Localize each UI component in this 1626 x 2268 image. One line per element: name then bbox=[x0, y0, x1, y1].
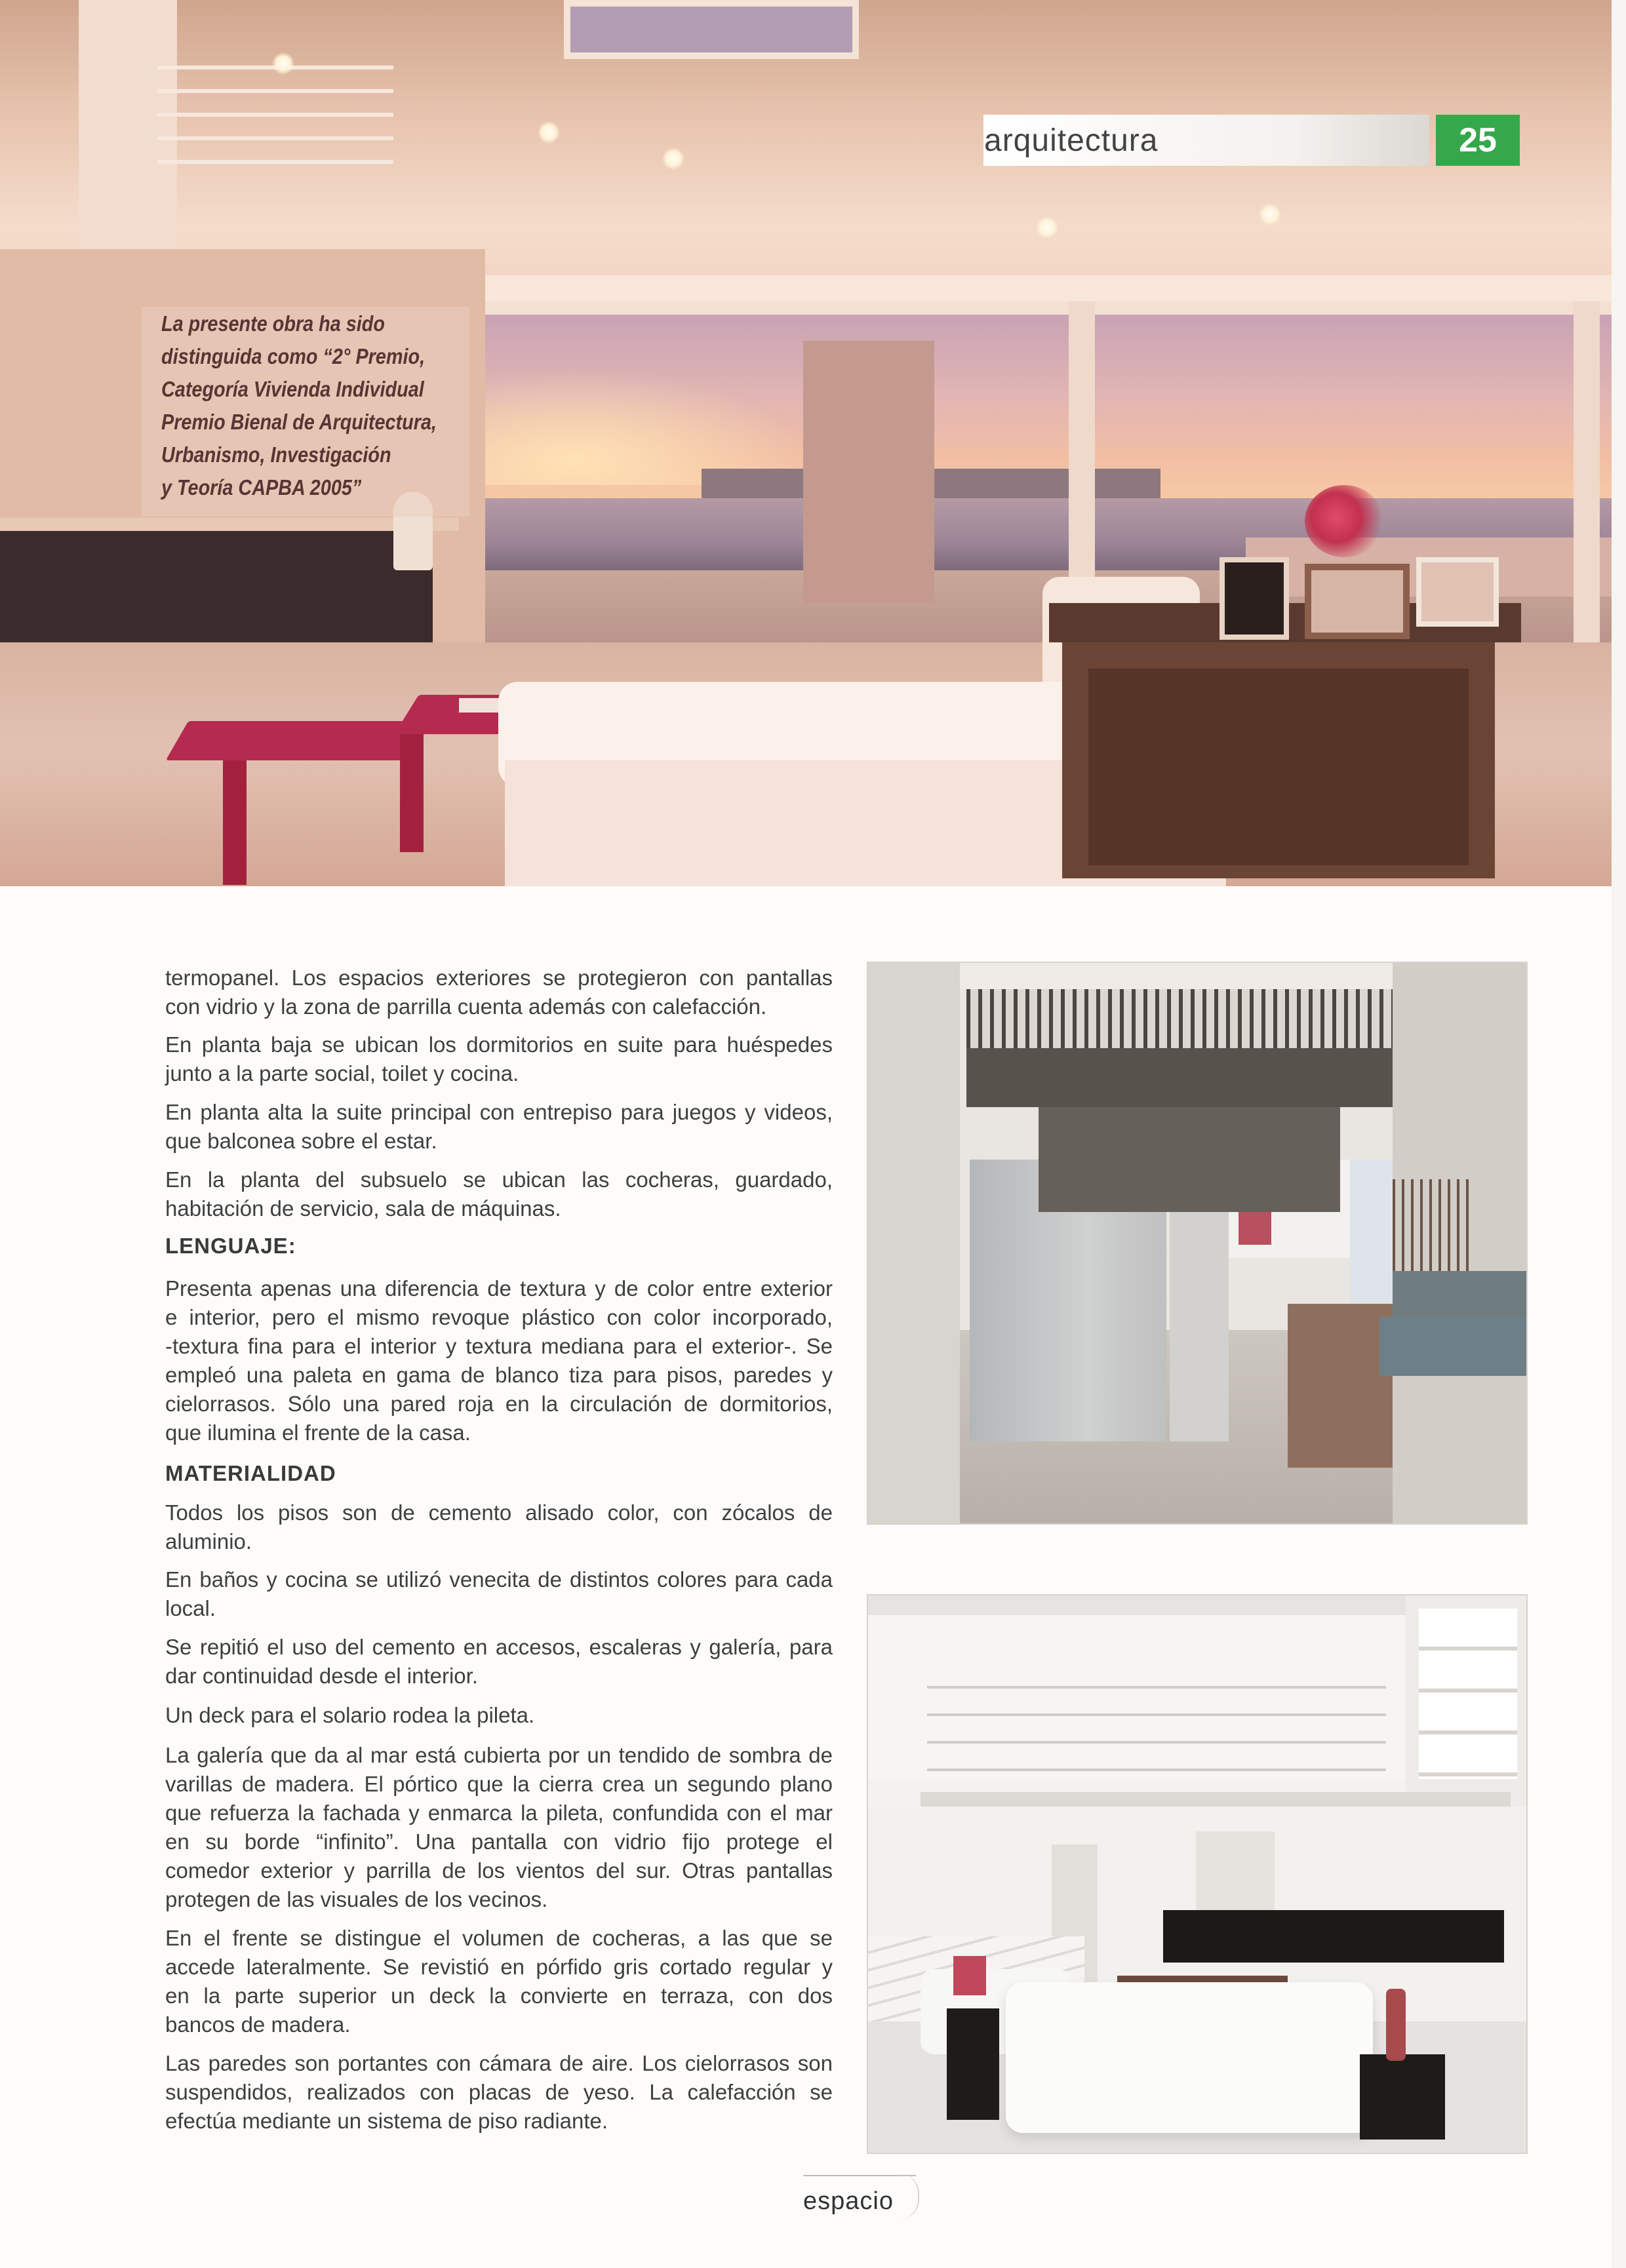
gallery-photo bbox=[867, 962, 1528, 1525]
console-inner bbox=[1088, 669, 1469, 865]
text-line: En el frente se distingue el volumen de cocheras, a las que se bbox=[165, 1926, 833, 1950]
gallery-beam bbox=[934, 963, 1458, 989]
text-line: que refuerza la fachada y enmarca la pileta, confundida con el mar bbox=[165, 1801, 833, 1825]
text-line: Presenta apenas una diferencia de textura y de color entre exterior bbox=[165, 1276, 833, 1300]
sunset-glow bbox=[472, 367, 813, 485]
fireplace-shelf bbox=[0, 518, 459, 531]
text-line: La galería que da al mar está cubierta por un tendido de sombra de bbox=[165, 1743, 833, 1767]
text-line: comedor exterior y parrilla de los vientos del sur. Otras pantallas bbox=[165, 1858, 833, 1883]
text-line: bancos de madera. bbox=[165, 2012, 351, 2037]
text-line: En planta baja se ubican los dormitorios en suite para huéspedes bbox=[165, 1032, 833, 1057]
text-line: que balconea sobre el estar. bbox=[165, 1129, 437, 1153]
text-line: En planta alta la suite principal con entrepiso para juegos y videos, bbox=[165, 1100, 833, 1124]
caption-line: distinguida como “2° Premio, bbox=[161, 345, 426, 369]
gallery-pool bbox=[1379, 1317, 1526, 1376]
text-line: local. bbox=[165, 1596, 216, 1620]
decor-figure bbox=[1386, 1989, 1406, 2061]
text-line: termopanel. Los espacios exteriores se protegieron con pantallas bbox=[165, 966, 833, 990]
red-pillow bbox=[953, 1956, 986, 1995]
text-line: aluminio. bbox=[165, 1529, 252, 1554]
text-line: En baños y cocina se utilizó venecita de distintos colores para cada bbox=[165, 1567, 833, 1592]
caption-line: Categoría Vivienda Individual bbox=[161, 378, 424, 402]
caption-line: Urbanismo, Investigación bbox=[161, 443, 391, 467]
side-table bbox=[1360, 2054, 1445, 2140]
gallery-roof bbox=[966, 1048, 1412, 1107]
text-line: En la planta del subsuelo se ubican las cocheras, guardado, bbox=[165, 1167, 833, 1192]
text-line: varillas de madera. El pórtico que la cierra crea un segundo plano bbox=[165, 1772, 833, 1796]
photo-frame bbox=[1416, 557, 1499, 627]
section-heading-lenguaje: LENGUAJE: bbox=[165, 1234, 296, 1258]
ceiling-edge bbox=[367, 275, 1612, 302]
pillar bbox=[803, 341, 934, 603]
ceiling-light bbox=[538, 121, 560, 144]
text-line: e interior, pero el mismo revoque plástico con color incorporado, bbox=[165, 1305, 833, 1329]
photo-frame bbox=[1305, 564, 1410, 639]
window-mullion bbox=[1574, 302, 1600, 642]
caption-line: y Teoría CAPBA 2005” bbox=[161, 476, 362, 500]
table-leg bbox=[223, 760, 247, 885]
text-line: accede lateralmente. Se revistió en pórfido gris cortado regular y bbox=[165, 1955, 833, 1979]
text-line: que ilumina el frente de la casa. bbox=[165, 1420, 471, 1445]
ceiling-light bbox=[1259, 203, 1281, 225]
shelves bbox=[1419, 1609, 1517, 1779]
text-line: en su borde “infinito”. Una pantalla con vidrio fijo protege el bbox=[165, 1829, 833, 1854]
gallery-sea bbox=[1393, 1271, 1526, 1317]
section-heading-materialidad: MATERIALIDAD bbox=[165, 1461, 336, 1485]
text-line: suspendidos, realizados con placas de yeso. La calefacción se bbox=[165, 2080, 833, 2104]
ceiling-light bbox=[272, 52, 294, 75]
gallery-left-wall bbox=[868, 963, 960, 1523]
caption-line: Premio Bienal de Arquitectura, bbox=[161, 410, 437, 435]
gallery-fence bbox=[1393, 1179, 1471, 1271]
text-line: efectúa mediante un sistema de piso radiante. bbox=[165, 2109, 608, 2133]
text-line: Un deck para el solario rodea la pileta. bbox=[165, 1703, 535, 1727]
text-line: cielorrasos. Sólo una pared roja en la circulación de dormitorios, bbox=[165, 1392, 833, 1416]
page-edge bbox=[1612, 0, 1626, 2268]
white-sofa bbox=[1006, 1982, 1373, 2133]
living-room-photo bbox=[867, 1594, 1528, 2154]
wooden-deck bbox=[1288, 1304, 1393, 1468]
text-line: junto a la parte social, toilet y cocina. bbox=[165, 1061, 519, 1085]
gallery-roof bbox=[1039, 1107, 1340, 1212]
text-line: con vidrio y la zona de parrilla cuenta además con calefacción. bbox=[165, 994, 767, 1019]
text-line: en la parte superior un deck la convierte en terraza, con dos bbox=[165, 1984, 833, 2008]
text-line: Se repitió el uso del cemento en accesos, escaleras y galería, para bbox=[165, 1635, 833, 1659]
living-fireplace bbox=[1163, 1910, 1504, 1963]
award-caption bbox=[142, 307, 469, 517]
text-line: empleó una paleta en gama de blanco tiza para pisos, paredes y bbox=[165, 1363, 833, 1387]
caption-line: La presente obra ha sido bbox=[161, 312, 386, 336]
text-line: Todos los pisos son de cemento alisado color, con zócalos de bbox=[165, 1500, 833, 1525]
text-line: dar continuidad desde el interior. bbox=[165, 1664, 478, 1688]
flowers bbox=[1305, 485, 1383, 557]
pergola-slats bbox=[966, 989, 1412, 1048]
text-line: -textura fina para el interior y textura mediana para el exterior-. Se bbox=[165, 1334, 833, 1358]
upper-window bbox=[564, 0, 859, 59]
text-line: protegen de las visuales de los vecinos. bbox=[165, 1887, 548, 1911]
fireplace bbox=[0, 524, 433, 655]
photo-frame bbox=[1220, 557, 1289, 640]
text-line: Las paredes son portantes con cámara de aire. Los cielorrasos son bbox=[165, 2051, 833, 2075]
ceiling-light bbox=[662, 147, 684, 170]
ceiling-light bbox=[1036, 216, 1058, 239]
side-table bbox=[947, 2008, 999, 2120]
mezzanine-railing bbox=[927, 1661, 1386, 1792]
text-line: habitación de servicio, sala de máquinas. bbox=[165, 1196, 561, 1221]
table-leg bbox=[400, 734, 424, 852]
page-number: 25 bbox=[1436, 115, 1520, 166]
red-table bbox=[166, 721, 425, 760]
section-title: arquitectura bbox=[984, 123, 1159, 158]
magazine-name: espacio bbox=[803, 2187, 894, 2215]
mezzanine-edge bbox=[921, 1792, 1511, 1807]
